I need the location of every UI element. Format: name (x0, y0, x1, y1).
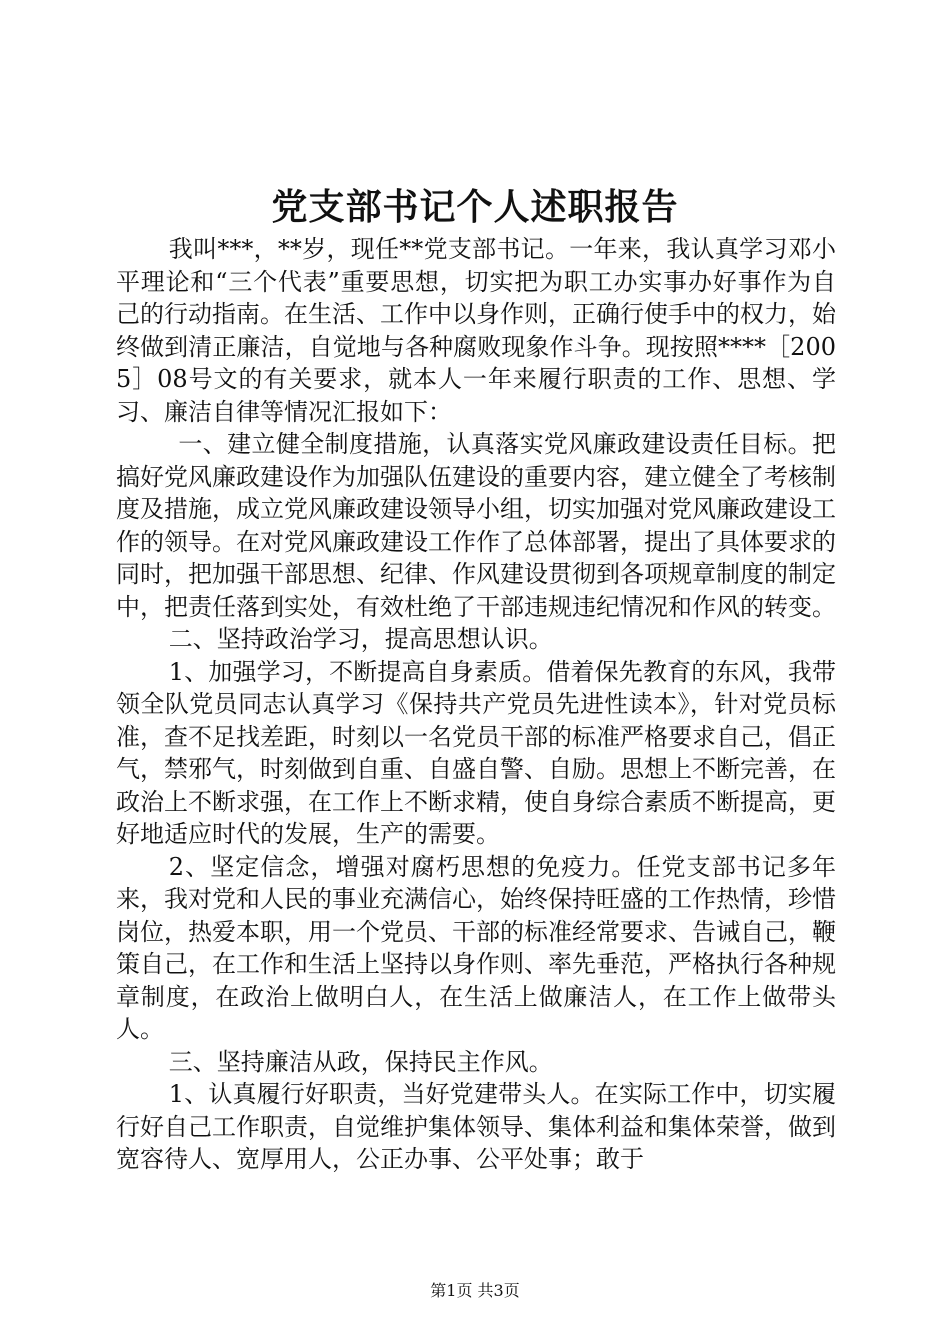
section-heading-3: 三、坚持廉洁从政，保持民主作风。 (168, 1047, 553, 1076)
paragraph-2-2: 2、坚定信念，增强对腐朽思想的免疫力。任党支部书记多年来，我对党和人民的事业充满信心，始终保持旺盛的工作热情，珍惜岗位，热爱本职，用一个党员、干部的标准经常要求、告诫自己，鞭策自己，在工作和生活上坚持以身作则、率先垂范，严格执行各种规章制度，在政治上做明白人，在生活上做廉洁人，在工作上做带头人。 (116, 852, 836, 1043)
section-heading-2: 二、坚持政治学习，提高思想认识。 (168, 625, 553, 653)
document-title: 党支部书记个人述职报告 (271, 186, 679, 228)
paragraph-section-1: 一、建立健全制度措施，认真落实党风廉政建设责任目标。把搞好党风廉政建设作为加强队伍建设的重要内容，建立健全了考核制度及措施，成立党风廉政建设领导小组，切实加强对党风廉政建设工作的领导。在对党风廉政建设工作作了总体部署，提出了具体要求的同时，把加强干部思想、纪律、作风建设贯彻到各项规章制度的制定中，把责任落到实处，有效杜绝了干部违规违纪情况和作风的转变。 (116, 430, 836, 621)
paragraph-intro: 我叫***，**岁，现任**党支部书记。一年来，我认真学习邓小平理论和“三个代表”重要思想，切实把为职工办实事办好事作为自己的行动指南。在生活、工作中以身作则，正确行使手中的权力，始终做到清正廉洁，自觉地与各种腐败现象作斗争。现按照****［2005］08号文的有关要求，就本人一年来履行职责的工作、思想、学习、廉洁自律等情况汇报如下： (116, 235, 836, 426)
document-body (116, 233, 836, 1176)
paragraph-3-1: 1、认真履行好职责，当好党建带头人。在实际工作中，切实履行好自己工作职责，自觉维护集体领导、集体利益和集体荣誉，做到宽容待人、宽厚用人，公正办事、公平处事；敢于 (116, 1080, 836, 1173)
paragraph-2-1: 1、加强学习，不断提高自身素质。借着保先教育的东风，我带领全队党员同志认真学习《保持共产党员先进性读本》，针对党员标准，查不足找差距，时刻以一名党员干部的标准严格要求自己，倡正气，禁邪气，时刻做到自重、自盛自警、自励。思想上不断完善，在政治上不断求强，在工作上不断求精，使自身综合素质不断提高，更好地适应时代的发展，生产的需要。 (116, 657, 836, 848)
page-footer: 第1页 共3页 (430, 1281, 520, 1300)
